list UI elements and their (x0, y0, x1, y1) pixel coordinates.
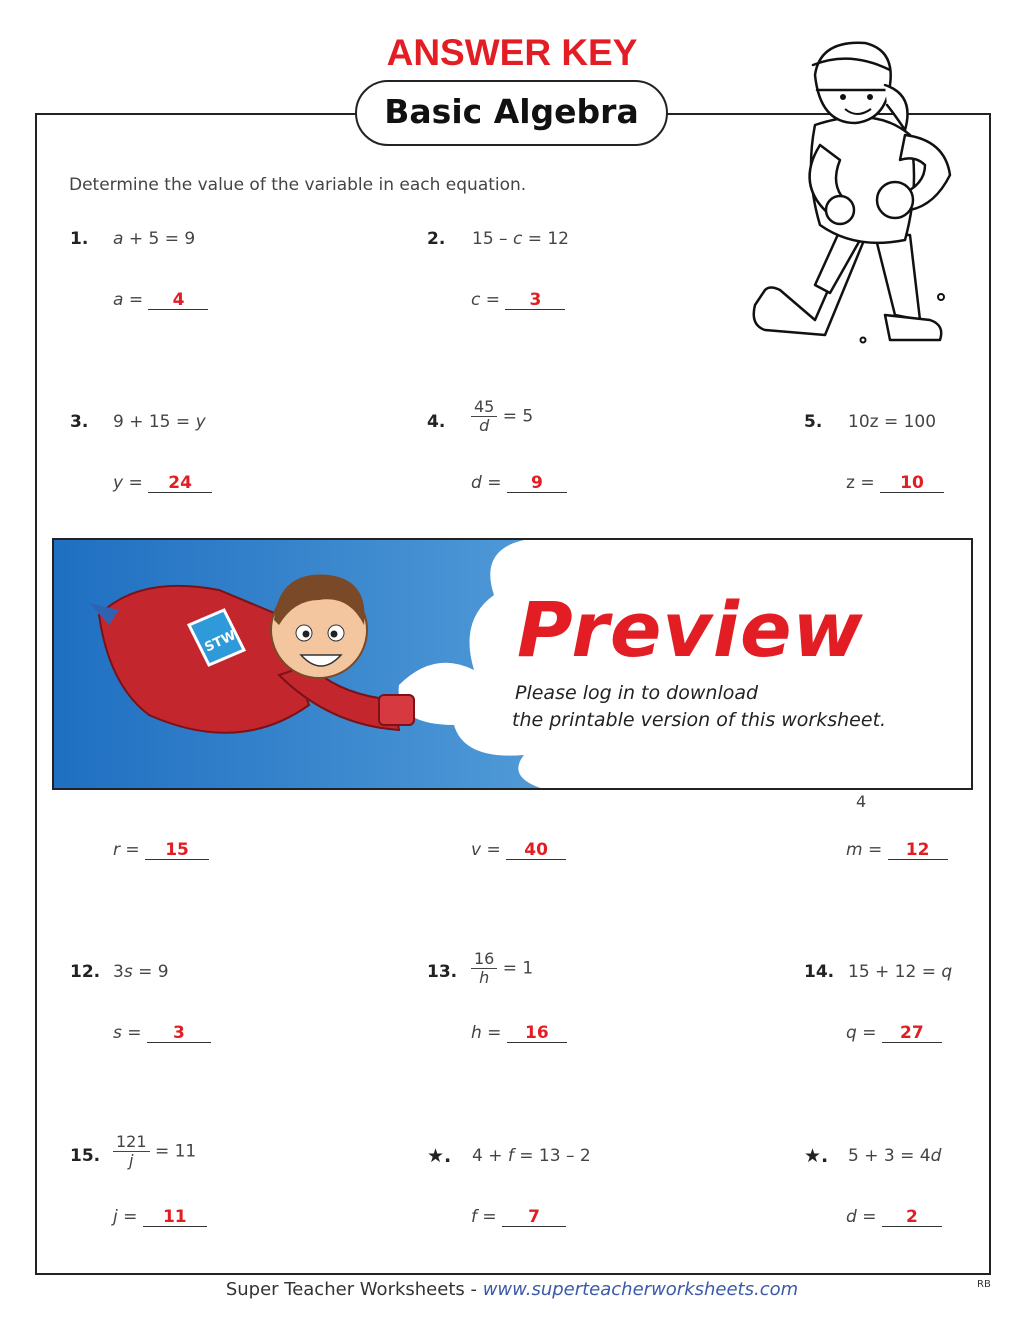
problem-number: 13. (427, 962, 458, 982)
answer-value: 15 (145, 841, 209, 860)
hockey-player-illustration (745, 35, 970, 385)
answer-row: c = 3 (471, 290, 565, 310)
answer-row: q = 27 (846, 1023, 942, 1043)
preview-message-line1: Please log in to download (515, 682, 759, 704)
answer-row: h = 16 (471, 1023, 567, 1043)
footer-url-link[interactable]: www.superteacherworksheets.com (482, 1279, 799, 1300)
answer-value: 4 (148, 291, 208, 310)
problem-equation: $\frac{121}{j}$ = 11 (113, 1133, 196, 1170)
star-icon: ★. (804, 1145, 829, 1167)
answer-row: r = 15 (113, 840, 209, 860)
problem-equation: 15 – c = 12 (472, 229, 569, 249)
problem-number: 1. (70, 229, 89, 249)
preview-message-line2: the printable version of this worksheet. (512, 709, 887, 731)
star-icon: ★. (427, 1145, 452, 1167)
fraction: $\frac{45}{d}$ (471, 398, 497, 435)
answer-row: s = 3 (113, 1023, 211, 1043)
problem-number: 14. (804, 962, 835, 982)
answer-value: 11 (143, 1208, 207, 1227)
answer-value: 40 (506, 841, 566, 860)
answer-row: v = 40 (471, 840, 566, 860)
answer-key-heading: ANSWER KEY (386, 32, 638, 73)
fraction: $\frac{121}{j}$ (113, 1133, 150, 1170)
problem-equation: 9 + 15 = y (113, 412, 206, 432)
answer-value: 7 (502, 1208, 566, 1227)
preview-title: Preview (517, 585, 864, 674)
mascot-badge-text: STW (202, 628, 239, 656)
answer-row: z = 10 (846, 473, 944, 493)
problem-equation: $\frac{45}{d}$ = 5 (471, 398, 533, 435)
footer-site-name: Super Teacher Worksheets - (225, 1279, 483, 1300)
answer-row: m = 12 (846, 840, 948, 860)
problem-equation: $\frac{16}{h}$ = 1 (471, 950, 533, 987)
superhero-mascot-illustration (79, 555, 419, 775)
answer-value: 3 (147, 1024, 211, 1043)
answer-row: y = 24 (113, 473, 212, 493)
answer-row: f = 7 (471, 1207, 566, 1227)
problem-equation: 5 + 3 = 4d (848, 1146, 942, 1166)
problem-equation: 10z = 100 (848, 412, 937, 432)
author-initials: RB (977, 1279, 991, 1290)
problem-equation: 15 + 12 = q (848, 962, 953, 982)
problem-equation: a + 5 = 9 (113, 229, 196, 249)
answer-value: 10 (880, 474, 944, 493)
answer-value: 24 (148, 474, 212, 493)
problem-number: 3. (70, 412, 89, 432)
answer-value: 12 (888, 841, 948, 860)
problem-number: 15. (70, 1146, 101, 1166)
problem-number: 2. (427, 229, 446, 249)
problem-number: 4. (427, 412, 446, 432)
answer-value: 3 (505, 291, 565, 310)
fraction: $\frac{16}{h}$ (471, 950, 497, 987)
answer-value: 16 (507, 1024, 567, 1043)
problem-number: 12. (70, 962, 101, 982)
problem-equation: 4 + f = 13 – 2 (472, 1146, 591, 1166)
answer-row: d = 2 (846, 1207, 942, 1227)
answer-row: a = 4 (113, 290, 208, 310)
problem-number: 5. (804, 412, 823, 432)
footer (0, 1279, 1024, 1300)
worksheet-title: Basic Algebra (355, 80, 668, 146)
problem-equation: 3s = 9 (113, 962, 169, 982)
answer-value: 9 (507, 474, 567, 493)
answer-value: 2 (882, 1208, 942, 1227)
answer-row: j = 11 (113, 1207, 207, 1227)
fraction-denominator: 4 (856, 792, 867, 811)
answer-row: d = 9 (471, 473, 567, 493)
instructions-text: Determine the value of the variable in each equation. (69, 175, 527, 195)
answer-value: 27 (882, 1024, 942, 1043)
